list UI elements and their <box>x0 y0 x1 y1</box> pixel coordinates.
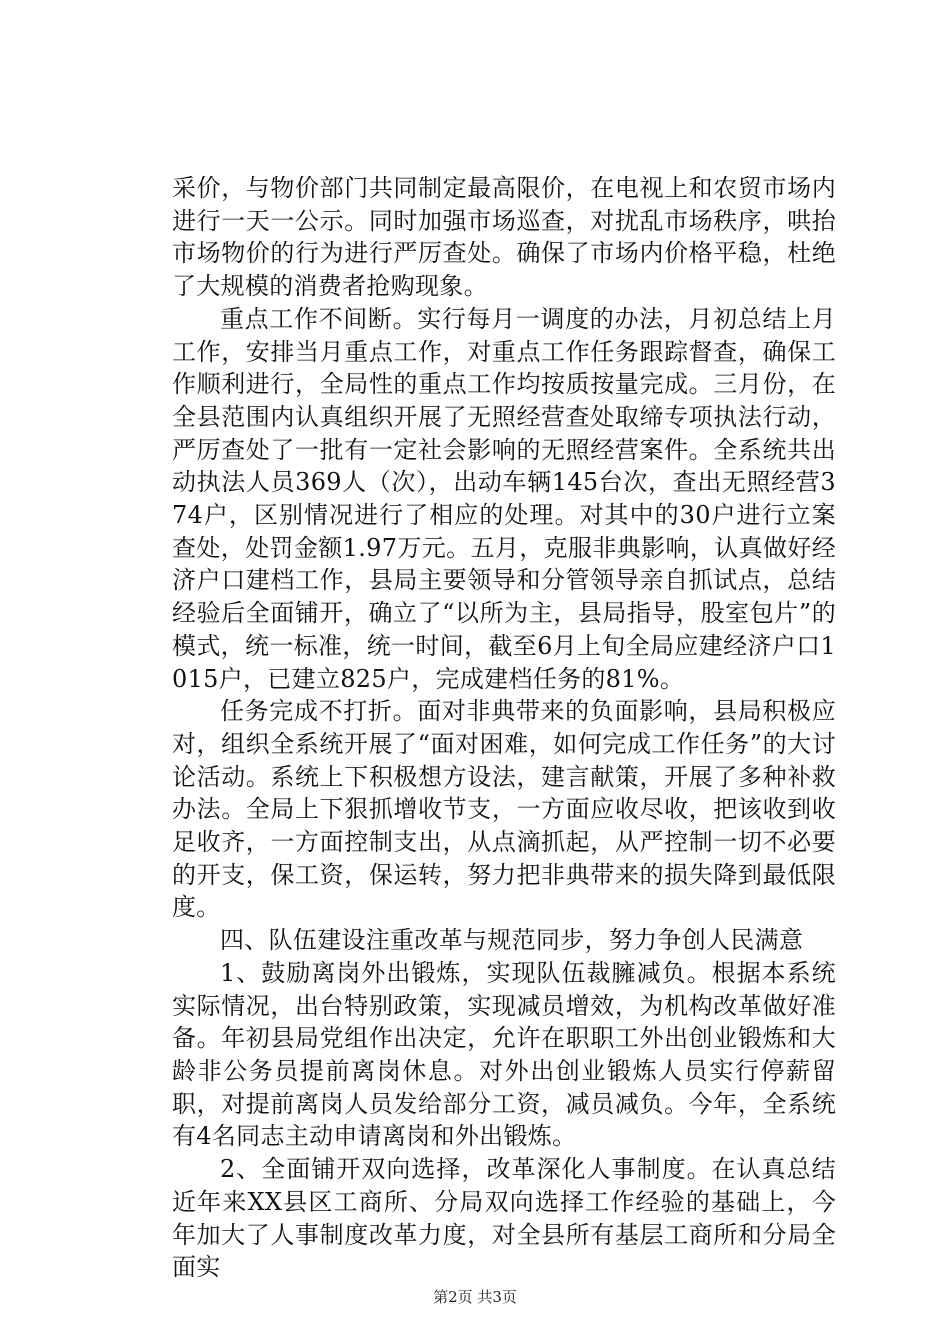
paragraph-task-completion: 任务完成不打折。面对非典带来的负面影响，县局积极应对，组织全系统开展了“面对困难，如何完成工作任务”的大讨论活动。系统上下积极想方设法，建言献策，开展了多种补救办法。全局上下狠抓增收节支，一方面应收尽收，把该收到收足收齐，一方面控制支出，从点滴抓起，从严控制一切不必要的开支，保工资，保运转，努力把非典带来的损失降到最低限度。 <box>172 697 836 922</box>
paragraph-item-1: 1、鼓励离岗外出锻炼，实现队伍裁臃减负。根据本系统实际情况，出台特别政策，实现减员增效，为机构改革做好准备。年初县局党组作出决定，允许在职职工外出创业锻炼和大龄非公务员提前离岗休息。对外出创业锻炼人员实行停薪留职，对提前离岗人员发给部分工资，减员减负。今年，全系统有4名同志主动申请离岗和外出锻炼。 <box>172 958 836 1151</box>
section-heading-team-building: 四、队伍建设注重改革与规范同步，努力争创人民满意 <box>220 926 804 955</box>
paragraph-price-control: 采价，与物价部门共同制定最高限价，在电视上和农贸市场内进行一天一公示。同时加强市场巡查，对扰乱市场秩序，哄抬市场物价的行为进行严厉查处。确保了市场内价格平稳，杜绝了大规模的消费者抢购现象。 <box>172 174 836 301</box>
paragraph-key-work: 重点工作不间断。实行每月一调度的办法，月初总结上月工作，安排当月重点工作，对重点工作任务跟踪督查，确保工作顺利进行，全局性的重点工作均按质按量完成。三月份，在全县范围内认真组织开展了无照经营查处取缔专项执法行动，严厉查处了一批有一定社会影响的无照经营案件。全系统共出动执法人员369人（次），出动车辆145台次，查出无照经营374户，区别情况进行了相应的处理。对其中的30户进行立案查处，处罚金额1.97万元。五月，克服非典影响，认真做好经济户口建档工作，县局主要领导和分管领导亲自抓试点，总结经验后全面铺开，确立了“以所为主，县局指导，股室包片”的模式，统一标准，统一时间，截至6月上旬全局应建经济户口1015户，已建立825户，完成建档任务的81%。 <box>172 304 836 693</box>
page-footer: 第2页 共3页 <box>433 1288 517 1306</box>
document-body <box>172 172 836 1284</box>
paragraph-item-2: 2、全面铺开双向选择，改革深化人事制度。在认真总结近年来XX县区工商所、分局双向选择工作经验的基础上，今年加大了人事制度改革力度，对全县所有基层工商所和分局全面实 <box>172 1155 836 1282</box>
